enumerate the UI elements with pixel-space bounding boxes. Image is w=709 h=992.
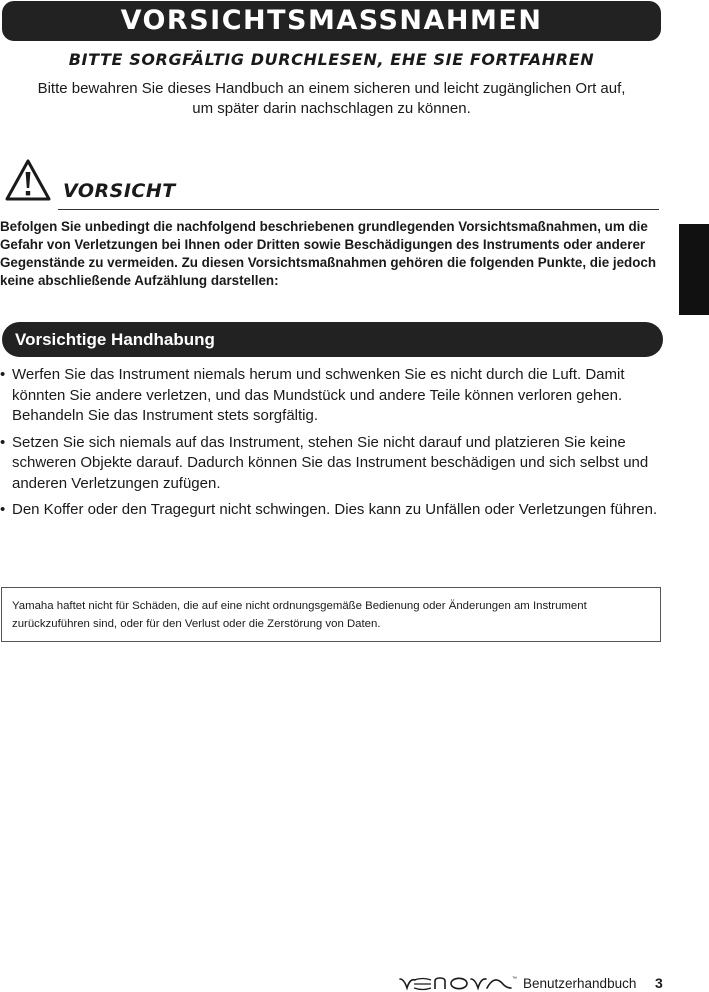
page-title: VORSICHTSMASSNAHMEN bbox=[2, 1, 661, 41]
warning-triangle-icon bbox=[4, 158, 52, 202]
list-item-text: Setzen Sie sich niemals auf das Instrument, stehen Sie nicht darauf und platzieren Sie keine schweren Objekte darauf. Dadurch können Sie das Instrument beschädigen und sich selbst und anderen Verletzungen zufügen. bbox=[12, 433, 649, 492]
caution-text: Befolgen Sie unbedingt die nachfolgend beschriebenen grundlegenden Vorsichtsmaßnahmen, um die Gefahr von Verletzungen bei Ihnen oder Dritten sowie Beschädigungen des Instruments oder anderer Gegenstände zu vermeiden. Zu diesen Vorsichtsmaßnahmen gehören die folgenden Punkte, die jedoch keine abschließende Aufzählung darstellen: bbox=[0, 219, 657, 288]
trademark-symbol: ™ bbox=[512, 976, 517, 982]
intro-text bbox=[0, 79, 663, 119]
bullet-icon: • bbox=[0, 501, 6, 518]
list-item bbox=[0, 365, 662, 427]
list-item bbox=[0, 433, 662, 495]
bullet-icon: • bbox=[0, 433, 6, 451]
footer-manual-label: Benutzerhandbuch bbox=[523, 976, 637, 991]
page-footer bbox=[0, 974, 709, 992]
list-item-text: Den Koffer oder den Tragegurt nicht schwingen. Dies kann zu Unfällen oder Verletzungen führen. bbox=[12, 501, 658, 518]
caution-divider bbox=[58, 209, 659, 210]
side-tab-marker bbox=[679, 224, 709, 315]
venova-logo bbox=[399, 975, 519, 991]
disclaimer-box: Yamaha haftet nicht für Schäden, die auf eine nicht ordnungsgemäße Bedienung oder Änderungen am Instrument zurückzuführen sind, oder für den Verlust oder die Zerstörung von Daten. bbox=[1, 587, 661, 642]
page-number: 3 bbox=[655, 975, 663, 991]
bullet-icon: • bbox=[0, 366, 6, 383]
intro-line-1: Bitte bewahren Sie dieses Handbuch an einem sicheren und leicht zugänglichen Ort auf, bbox=[37, 80, 626, 97]
list-item bbox=[0, 500, 662, 521]
page-subtitle: BITTE SORGFÄLTIG DURCHLESEN, EHE SIE FORTFAHREN bbox=[68, 50, 595, 69]
list-item-text: Werfen Sie das Instrument niemals herum und schwenken Sie es nicht durch die Luft. Damit könnten Sie andere verletzen, und das Mundstück und andere Teile können verloren gehen. Behandeln Sie das Instrument stets sorgfältig. bbox=[12, 366, 625, 424]
section-header-bar bbox=[2, 322, 663, 357]
intro-line-2: um später darin nachschlagen zu können. bbox=[192, 100, 471, 117]
section-title: Vorsichtige Handhabung bbox=[15, 330, 215, 349]
caution-heading: VORSICHT bbox=[63, 180, 176, 202]
handling-list bbox=[0, 365, 662, 527]
